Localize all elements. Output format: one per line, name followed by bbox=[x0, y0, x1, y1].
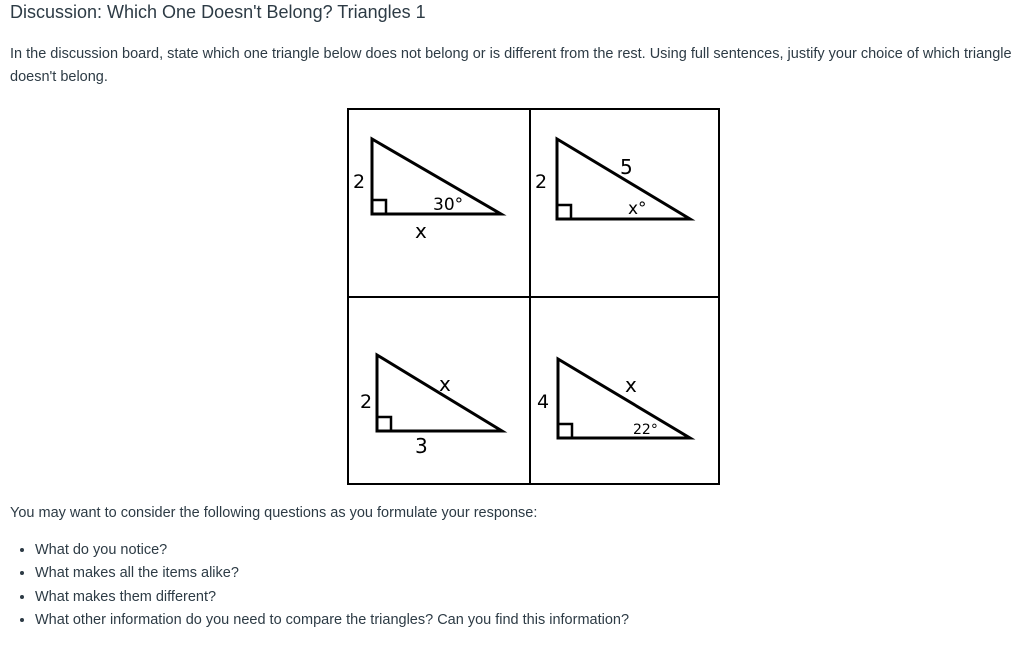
discussion-prompt: In the discussion board, state which one triangle below does not belong or is different from the rest. Using full sentences, justify your choice of which triangle doesn't belong. bbox=[10, 46, 1012, 85]
triangle-3-bottom-label: 3 bbox=[415, 434, 428, 458]
triangle-3-vertical-label: 2 bbox=[360, 391, 373, 413]
triangle-2-hypotenuse-label: 5 bbox=[620, 155, 633, 179]
triangle-4-angle-label: 22° bbox=[633, 422, 658, 438]
triangle-2-vertical-label: 2 bbox=[535, 171, 548, 193]
consider-text: You may want to consider the following questions as you formulate your response: bbox=[10, 505, 538, 521]
guiding-questions-list bbox=[0, 539, 629, 632]
list-item: • What do you notice? bbox=[35, 539, 629, 562]
list-item: • What makes all the items alike? bbox=[35, 562, 629, 585]
list-item: • What other information do you need to compare the triangles? Can you find this information? bbox=[35, 609, 629, 632]
triangle-4-hypotenuse-label: x bbox=[625, 373, 637, 397]
triangle-1-bottom-label: x bbox=[415, 219, 427, 243]
triangle-2-angle-label: x° bbox=[628, 199, 647, 219]
triangle-4-vertical-label: 4 bbox=[537, 391, 550, 413]
list-item: • What makes them different? bbox=[35, 586, 629, 609]
triangle-1-vertical-label: 2 bbox=[353, 171, 366, 193]
triangles-figure bbox=[347, 108, 721, 486]
triangle-1-angle-label: 30° bbox=[433, 195, 464, 215]
page-title: Discussion: Which One Doesn't Belong? Triangles 1 bbox=[10, 2, 426, 22]
triangle-3-hypotenuse-label: x bbox=[439, 372, 451, 396]
triangles-grid bbox=[347, 108, 721, 486]
